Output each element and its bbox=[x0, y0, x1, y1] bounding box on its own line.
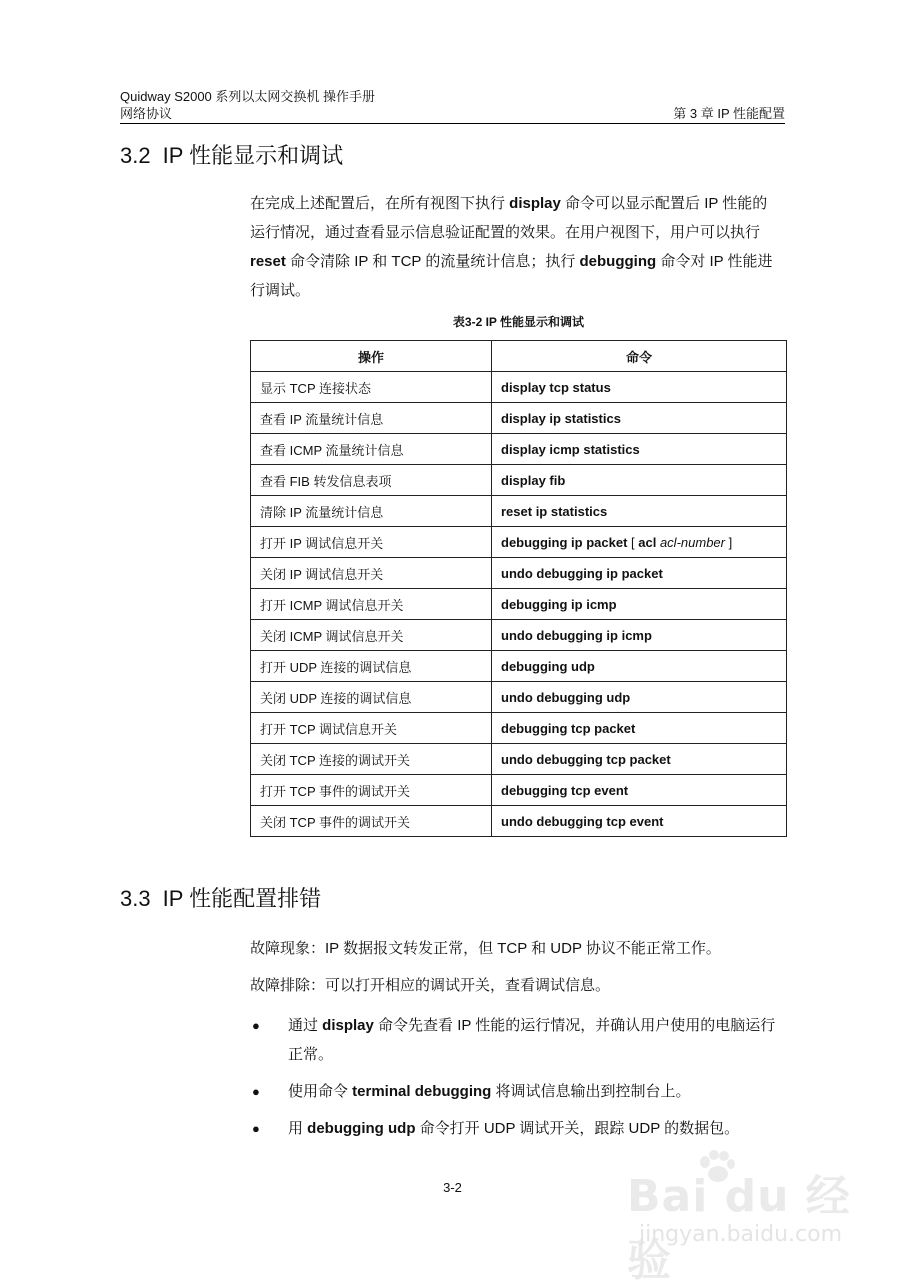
header-rule bbox=[120, 123, 785, 124]
command-cell bbox=[492, 496, 787, 527]
operation-cell: 显示 TCP 连接状态 bbox=[251, 372, 492, 403]
bracket-close: ] bbox=[724, 534, 733, 550]
list-item bbox=[250, 1077, 785, 1106]
table-row bbox=[251, 434, 787, 465]
command-keyword: debugging bbox=[579, 253, 657, 270]
bracket-open: [ bbox=[627, 534, 639, 550]
text-run: 通过 bbox=[288, 1017, 323, 1034]
command-cell bbox=[492, 403, 787, 434]
table-row bbox=[251, 775, 787, 806]
command-keyword: display bbox=[322, 1017, 374, 1034]
text-run: 在完成上述配置后，在所有视图下执行 bbox=[250, 195, 510, 212]
table-row bbox=[251, 806, 787, 837]
text-run: 命令打开 UDP 调试开关，跟踪 UDP 的数据包。 bbox=[415, 1120, 740, 1137]
section-title: IP 性能显示和调试 bbox=[162, 143, 344, 168]
command-text: debugging tcp event bbox=[501, 782, 629, 798]
operation-cell: 关闭 ICMP 调试信息开关 bbox=[251, 620, 492, 651]
command-cell bbox=[492, 620, 787, 651]
command-cell bbox=[492, 651, 787, 682]
command-keyword: terminal debugging bbox=[352, 1083, 492, 1100]
page-number: 3-2 bbox=[443, 1180, 462, 1195]
text-run: 命令对 IP 性能进行调试。 bbox=[250, 253, 773, 299]
section-3-2-heading bbox=[120, 142, 343, 170]
operation-cell: 查看 IP 流量统计信息 bbox=[251, 403, 492, 434]
text-run: 用 bbox=[288, 1120, 308, 1137]
table-row bbox=[251, 527, 787, 558]
command-text: undo debugging ip icmp bbox=[501, 627, 652, 643]
column-header-operation: 操作 bbox=[251, 341, 492, 372]
intro-paragraph bbox=[250, 189, 780, 305]
command-text: debugging ip packet bbox=[501, 534, 628, 550]
operation-cell: 打开 UDP 连接的调试信息 bbox=[251, 651, 492, 682]
table-row bbox=[251, 713, 787, 744]
command-cell bbox=[492, 434, 787, 465]
command-text: undo debugging tcp event bbox=[501, 813, 664, 829]
table-row bbox=[251, 620, 787, 651]
command-keyword: reset bbox=[250, 253, 286, 270]
text-run: 命令可以显示配置后 IP 性能的运行情况，通过查看显示信息验证配置的效果。在用户视图下，用户可以执行 bbox=[250, 195, 768, 241]
watermark-url: jingyan.baidu.com bbox=[639, 1222, 843, 1247]
commands-table bbox=[250, 340, 787, 837]
operation-cell: 查看 FIB 转发信息表项 bbox=[251, 465, 492, 496]
command-text: display ip statistics bbox=[501, 410, 621, 426]
operation-cell: 打开 TCP 事件的调试开关 bbox=[251, 775, 492, 806]
list-item bbox=[250, 1011, 785, 1069]
command-cell bbox=[492, 372, 787, 403]
command-text: undo debugging tcp packet bbox=[501, 751, 671, 767]
section-number: 3.2 bbox=[120, 143, 151, 168]
command-cell bbox=[492, 465, 787, 496]
command-text: display fib bbox=[501, 472, 566, 488]
command-text: debugging ip icmp bbox=[501, 596, 617, 612]
text-run: 命令清除 IP 和 TCP 的流量统计信息；执行 bbox=[285, 253, 580, 270]
command-cell bbox=[492, 682, 787, 713]
command-text: reset ip statistics bbox=[501, 503, 608, 519]
text-run: 使用命令 bbox=[288, 1083, 353, 1100]
operation-cell: 查看 ICMP 流量统计信息 bbox=[251, 434, 492, 465]
command-text: display icmp statistics bbox=[501, 441, 640, 457]
operation-cell: 打开 ICMP 调试信息开关 bbox=[251, 589, 492, 620]
section-3-3-heading bbox=[120, 885, 321, 913]
table-row bbox=[251, 744, 787, 775]
operation-cell: 清除 IP 流量统计信息 bbox=[251, 496, 492, 527]
table-row bbox=[251, 651, 787, 682]
command-cell bbox=[492, 744, 787, 775]
command-argument: acl-number bbox=[659, 534, 725, 550]
operation-cell: 关闭 IP 调试信息开关 bbox=[251, 558, 492, 589]
bullet-icon: ● bbox=[252, 1018, 260, 1033]
command-cell bbox=[492, 558, 787, 589]
watermark-logo: Bai du 经验 bbox=[627, 1171, 851, 1286]
command-keyword: debugging udp bbox=[307, 1120, 416, 1137]
doc-header-title bbox=[120, 89, 785, 105]
section-number: 3.3 bbox=[120, 886, 151, 911]
table-row bbox=[251, 496, 787, 527]
command-keyword: acl bbox=[638, 534, 657, 550]
command-text: undo debugging udp bbox=[501, 689, 631, 705]
table-caption: 表3-2 IP 性能显示和调试 bbox=[452, 315, 585, 329]
bullet-icon: ● bbox=[252, 1084, 260, 1099]
command-text: display tcp status bbox=[501, 379, 611, 395]
command-cell bbox=[492, 527, 787, 558]
column-header-command: 命令 bbox=[492, 341, 787, 372]
text-run: 命令先查看 IP 性能的运行情况，并确认用户使用的电脑运行正常。 bbox=[288, 1017, 776, 1063]
header-product-title: Quidway S2000 系列以太网交换机 操作手册 bbox=[120, 89, 376, 104]
command-text: debugging udp bbox=[501, 658, 595, 674]
command-cell bbox=[492, 775, 787, 806]
fault-symptom: 故障现象：IP 数据报文转发正常，但 TCP 和 UDP 协议不能正常工作。 bbox=[250, 940, 721, 957]
operation-cell: 关闭 UDP 连接的调试信息 bbox=[251, 682, 492, 713]
bullet-icon: ● bbox=[252, 1121, 260, 1136]
text-run: 将调试信息输出到控制台上。 bbox=[491, 1083, 691, 1100]
header-section: 网络协议 bbox=[120, 106, 173, 121]
list-item bbox=[250, 1114, 785, 1143]
command-cell bbox=[492, 713, 787, 744]
command-text: debugging tcp packet bbox=[501, 720, 636, 736]
table-row bbox=[251, 465, 787, 496]
command-cell bbox=[492, 806, 787, 837]
header-chapter: 第 3 章 IP 性能配置 bbox=[673, 106, 785, 121]
command-keyword: display bbox=[509, 195, 561, 212]
fault-solution: 故障排除：可以打开相应的调试开关，查看调试信息。 bbox=[250, 977, 611, 994]
command-cell bbox=[492, 589, 787, 620]
table-row bbox=[251, 682, 787, 713]
table-row bbox=[251, 589, 787, 620]
table-row bbox=[251, 372, 787, 403]
command-text: undo debugging ip packet bbox=[501, 565, 663, 581]
operation-cell: 关闭 TCP 事件的调试开关 bbox=[251, 806, 492, 837]
table-row bbox=[251, 403, 787, 434]
troubleshooting-list bbox=[250, 1011, 785, 1151]
section-title: IP 性能配置排错 bbox=[162, 886, 322, 911]
baidu-jingyan-watermark bbox=[627, 1150, 857, 1286]
operation-cell: 打开 TCP 调试信息开关 bbox=[251, 713, 492, 744]
doc-header-subtitle bbox=[120, 106, 785, 122]
table-row bbox=[251, 558, 787, 589]
table-header-row bbox=[251, 341, 787, 372]
operation-cell: 关闭 TCP 连接的调试开关 bbox=[251, 744, 492, 775]
operation-cell: 打开 IP 调试信息开关 bbox=[251, 527, 492, 558]
